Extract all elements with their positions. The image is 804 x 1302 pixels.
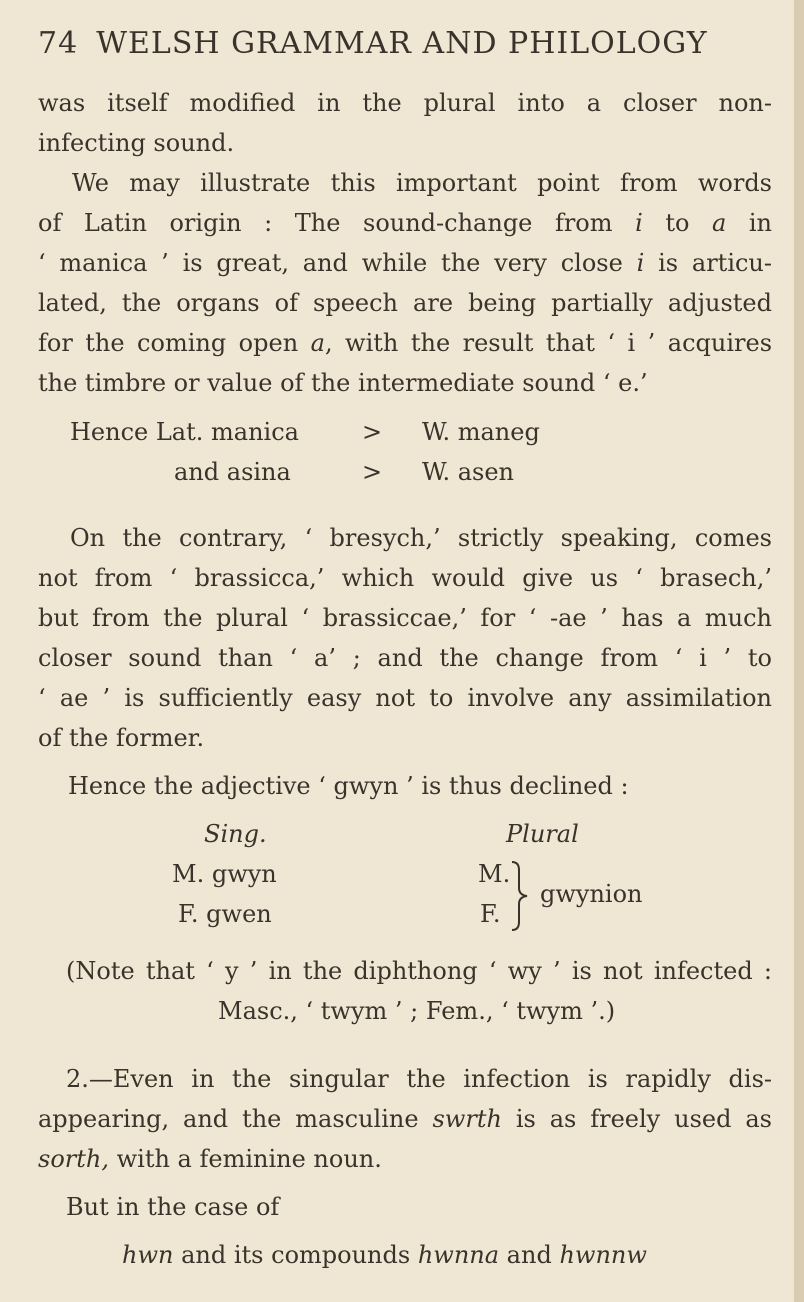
p4-line-1: Hence the adjective ‘ gwyn ’ is thus declined : (68, 772, 629, 800)
sing-masculine: M. gwyn (172, 860, 277, 888)
p5-line-3: sorth, with a feminine noun. (38, 1145, 382, 1173)
page-edge (794, 0, 804, 1302)
sing-feminine: F. gwen (178, 900, 272, 928)
p2-line-2: of Latin origin : The sound-change from i to a in (38, 209, 772, 237)
plural-form: gwynion (540, 880, 643, 908)
p3-line-4: closer sound than ‘ a’ ; and the change from ‘ i ’ to (38, 644, 772, 672)
p5-line-2: appearing, and the masculine swrth is as freely used as (38, 1105, 772, 1133)
example-1-arrow: > (362, 418, 383, 446)
example-2-lead: and asina (174, 458, 291, 486)
note-line-2: Masc., ‘ twym ’ ; Fem., ‘ twym ’.) (218, 997, 616, 1025)
example-2-result: W. asen (422, 458, 515, 486)
p3-line-1: On the contrary, ‘ bresych,’ strictly speaking, comes (70, 524, 772, 552)
plural-label: Plural (506, 820, 579, 848)
p2-line-4: lated, the organs of speech are being partially adjusted (38, 289, 772, 317)
p1-line-1: was itself modified in the plural into a closer non- (38, 89, 772, 117)
p6-line-1: But in the case of (66, 1193, 280, 1221)
p3-line-3: but from the plural ‘ brassiccae,’ for ‘ -ae ’ has a much (38, 604, 772, 632)
p2-line-6: the timbre or value of the intermediate sound ‘ e.’ (38, 369, 648, 397)
example-2-arrow: > (362, 458, 383, 486)
example-1-lead: Hence Lat. manica (70, 418, 299, 446)
p3-line-5: ‘ ae ’ is sufficiently easy not to involve any assimilation (38, 684, 772, 712)
note-line-1: (Note that ‘ y ’ in the diphthong ‘ wy ’ is not infected : (66, 957, 772, 985)
p2-line-5: for the coming open a, with the result that ‘ i ’ acquires (38, 329, 773, 357)
plural-feminine: F. (480, 900, 501, 928)
p1-line-2: infecting sound. (38, 129, 235, 157)
p2-line-3: ‘ manica ’ is great, and while the very close i is articu- (38, 249, 772, 277)
p3-line-2: not from ‘ brassicca,’ which would give us ‘ brasech,’ (38, 564, 772, 592)
p2-line-1: We may illustrate this important point from words (72, 169, 772, 197)
example-1-result: W. maneg (422, 418, 540, 446)
p5-line-1: 2.—Even in the singular the infection is rapidly dis- (66, 1065, 772, 1093)
p3-line-6: of the former. (38, 724, 205, 752)
running-header (38, 26, 708, 61)
p7-line-1: hwn and its compounds hwnna and hwnnw (122, 1241, 647, 1269)
page-number: 74 (38, 26, 79, 61)
curly-brace-icon (508, 860, 538, 932)
sing-label: Sing. (204, 820, 267, 848)
running-title: WELSH GRAMMAR AND PHILOLOGY (96, 26, 708, 61)
plural-masculine: M. (478, 860, 511, 888)
